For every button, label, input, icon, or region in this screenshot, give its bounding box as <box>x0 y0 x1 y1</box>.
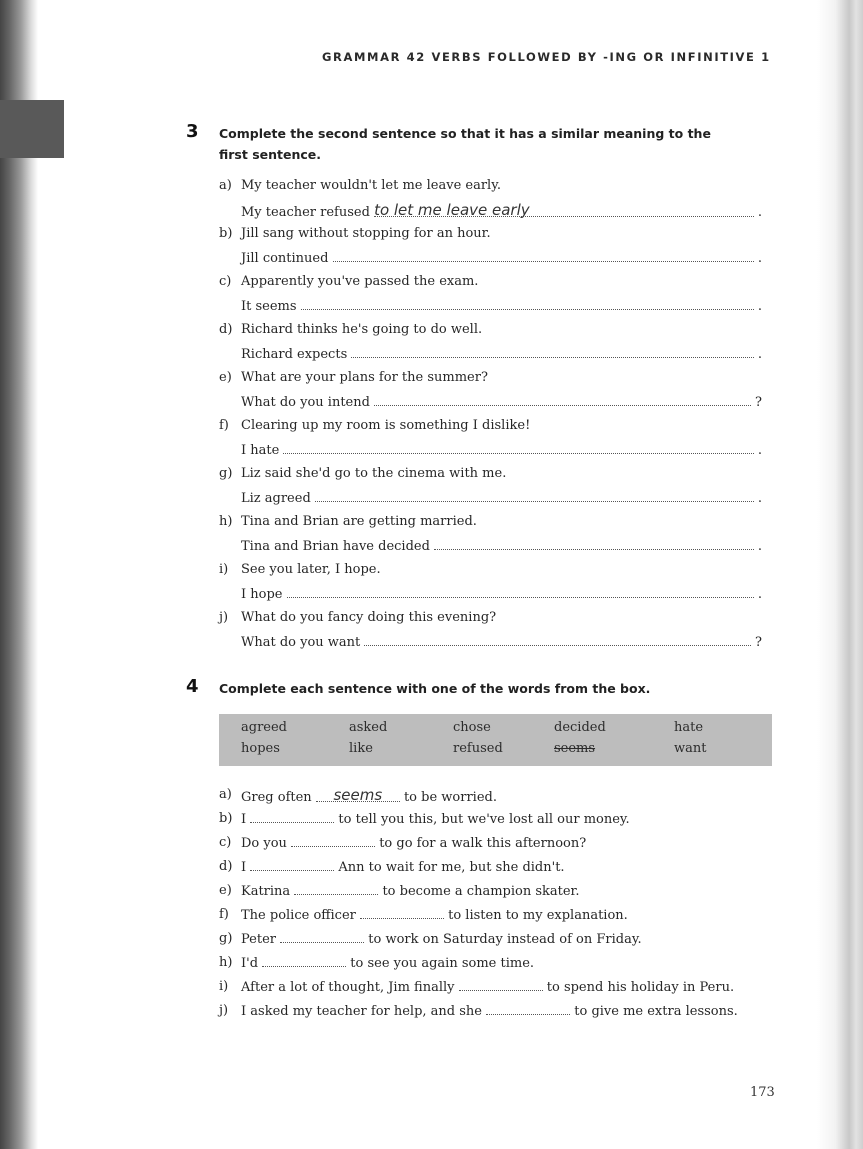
answer-blank[interactable] <box>283 442 753 454</box>
answer-blank[interactable] <box>280 931 364 943</box>
box-word: asked <box>349 720 388 735</box>
item-letter: e) <box>219 370 232 385</box>
answer-blank[interactable] <box>250 859 334 871</box>
item-letter: g) <box>219 931 233 946</box>
sentence-end: . <box>753 443 762 458</box>
answer-blank[interactable] <box>374 394 751 406</box>
exercise-4-instruction: Complete each sentence with one of the words from the box. <box>219 681 651 696</box>
rewrite-line <box>241 586 762 602</box>
gap-fill-sentence <box>241 931 642 947</box>
gap-fill-sentence <box>241 787 497 805</box>
item-letter: e) <box>219 883 232 898</box>
gap-fill-sentence <box>241 907 628 923</box>
rewrite-line <box>241 634 762 650</box>
sentence-after: to tell you this, but we've lost all our money. <box>334 812 630 827</box>
box-word: refused <box>453 741 503 756</box>
exercise-4-number: 4 <box>186 676 199 697</box>
rewrite-line <box>241 346 762 362</box>
answer-blank[interactable] <box>360 907 444 919</box>
rewrite-line <box>241 250 762 266</box>
original-sentence: What are your plans for the summer? <box>241 370 488 385</box>
answer-blank[interactable] <box>316 787 400 802</box>
sentence-after: to see you again some time. <box>346 956 535 971</box>
sentence-before: Greg often <box>241 790 316 805</box>
sentence-before: I asked my teacher for help, and she <box>241 1004 487 1019</box>
sentence-before: I <box>241 860 251 875</box>
sentence-end: ? <box>750 635 762 650</box>
item-letter: h) <box>219 514 233 529</box>
rewrite-stem: Jill continued <box>241 251 333 266</box>
item-letter: f) <box>219 418 229 433</box>
rewrite-stem: My teacher refused <box>241 205 375 220</box>
box-word: hate <box>674 720 704 735</box>
handwritten-answer: seems <box>333 786 383 804</box>
item-letter: i) <box>219 979 229 994</box>
answer-blank[interactable] <box>250 811 334 823</box>
rewrite-line <box>241 442 762 458</box>
item-letter: j) <box>219 1003 229 1018</box>
item-letter: d) <box>219 859 233 874</box>
sentence-after: to become a champion skater. <box>378 884 580 899</box>
sentence-end: . <box>753 587 762 602</box>
rewrite-line <box>241 298 762 314</box>
item-letter: b) <box>219 226 233 241</box>
rewrite-stem: Tina and Brian have decided <box>241 539 435 554</box>
item-letter: h) <box>219 955 233 970</box>
sentence-end: ? <box>750 395 762 410</box>
answer-blank[interactable] <box>301 298 754 310</box>
sentence-before: After a lot of thought, Jim finally <box>241 980 459 995</box>
box-word: decided <box>554 720 606 735</box>
item-letter: b) <box>219 811 233 826</box>
item-letter: d) <box>219 322 233 337</box>
sentence-before: The police officer <box>241 908 360 923</box>
original-sentence: Jill sang without stopping for an hour. <box>241 226 491 241</box>
box-word: seems <box>554 741 596 756</box>
gap-fill-sentence <box>241 979 734 995</box>
sentence-before: Katrina <box>241 884 295 899</box>
item-letter: j) <box>219 610 229 625</box>
item-letter: a) <box>219 178 232 193</box>
gap-fill-sentence <box>241 1003 738 1019</box>
item-letter: c) <box>219 274 232 289</box>
answer-blank[interactable] <box>486 1003 570 1015</box>
sentence-after: to spend his holiday in Peru. <box>542 980 735 995</box>
sentence-after: to work on Saturday instead of on Friday. <box>364 932 642 947</box>
original-sentence: Tina and Brian are getting married. <box>241 514 477 529</box>
word-box <box>219 714 772 766</box>
rewrite-stem: I hope <box>241 587 287 602</box>
sentence-after: to go for a walk this afternoon? <box>375 836 587 851</box>
original-sentence: Clearing up my room is something I dislike! <box>241 418 531 433</box>
sentence-before: Do you <box>241 836 292 851</box>
answer-blank[interactable] <box>262 955 346 967</box>
box-word: hopes <box>241 741 280 756</box>
answer-blank[interactable] <box>291 835 375 847</box>
book-spine-shadow <box>0 0 38 1149</box>
original-sentence: My teacher wouldn't let me leave early. <box>241 178 501 193</box>
answer-blank[interactable] <box>315 490 754 502</box>
sentence-end: . <box>753 539 762 554</box>
gap-fill-sentence <box>241 811 630 827</box>
sentence-before: I <box>241 812 251 827</box>
original-sentence: What do you fancy doing this evening? <box>241 610 497 625</box>
item-letter: c) <box>219 835 232 850</box>
item-letter: i) <box>219 562 229 577</box>
sentence-before: Peter <box>241 932 281 947</box>
rewrite-line <box>241 538 762 554</box>
sentence-after: to listen to my explanation. <box>443 908 628 923</box>
rewrite-stem: Liz agreed <box>241 491 315 506</box>
original-sentence: Liz said she'd go to the cinema with me. <box>241 466 507 481</box>
sentence-end: . <box>753 205 762 220</box>
original-sentence: Richard thinks he's going to do well. <box>241 322 483 337</box>
answer-blank[interactable] <box>459 979 543 991</box>
sentence-before: I'd <box>241 956 263 971</box>
answer-blank[interactable] <box>287 586 754 598</box>
exercise-3-number: 3 <box>186 121 199 142</box>
sentence-end: . <box>753 491 762 506</box>
sentence-end: . <box>753 347 762 362</box>
rewrite-stem: It seems <box>241 299 301 314</box>
box-word: agreed <box>241 720 287 735</box>
box-word: like <box>349 741 373 756</box>
gap-fill-sentence <box>241 835 586 851</box>
item-letter: a) <box>219 787 232 802</box>
original-sentence: See you later, I hope. <box>241 562 381 577</box>
running-head: GRAMMAR 42 VERBS FOLLOWED BY -ING OR INFINITIVE 1 <box>322 50 771 64</box>
rewrite-stem: I hate <box>241 443 284 458</box>
answer-blank[interactable] <box>364 634 750 646</box>
box-word: want <box>674 741 707 756</box>
item-letter: g) <box>219 466 233 481</box>
sentence-end: . <box>753 251 762 266</box>
rewrite-line <box>241 490 762 506</box>
rewrite-line <box>241 202 762 220</box>
sentence-after: to give me extra lessons. <box>570 1004 738 1019</box>
answer-blank[interactable] <box>333 250 754 262</box>
original-sentence: Apparently you've passed the exam. <box>241 274 479 289</box>
exercise-3-instruction: Complete the second sentence so that it has a similar meaning to the first sentence. <box>219 126 711 162</box>
answer-blank[interactable] <box>434 538 754 550</box>
page-edge-shadow <box>817 0 863 1149</box>
rewrite-stem: What do you intend <box>241 395 375 410</box>
item-letter: f) <box>219 907 229 922</box>
sentence-after: Ann to wait for me, but she didn't. <box>334 860 565 875</box>
section-tab-mark <box>0 100 64 158</box>
handwritten-answer: to let me leave early <box>374 201 530 219</box>
page-number: 173 <box>750 1085 775 1100</box>
gap-fill-sentence <box>241 859 565 875</box>
rewrite-stem: Richard expects <box>241 347 352 362</box>
rewrite-line <box>241 394 762 410</box>
gap-fill-sentence <box>241 883 579 899</box>
answer-blank[interactable] <box>294 883 378 895</box>
answer-blank[interactable] <box>351 346 753 358</box>
sentence-end: . <box>753 299 762 314</box>
answer-blank[interactable] <box>374 202 754 217</box>
rewrite-stem: What do you want <box>241 635 365 650</box>
gap-fill-sentence <box>241 955 534 971</box>
sentence-after: to be worried. <box>399 790 497 805</box>
box-word: chose <box>453 720 491 735</box>
